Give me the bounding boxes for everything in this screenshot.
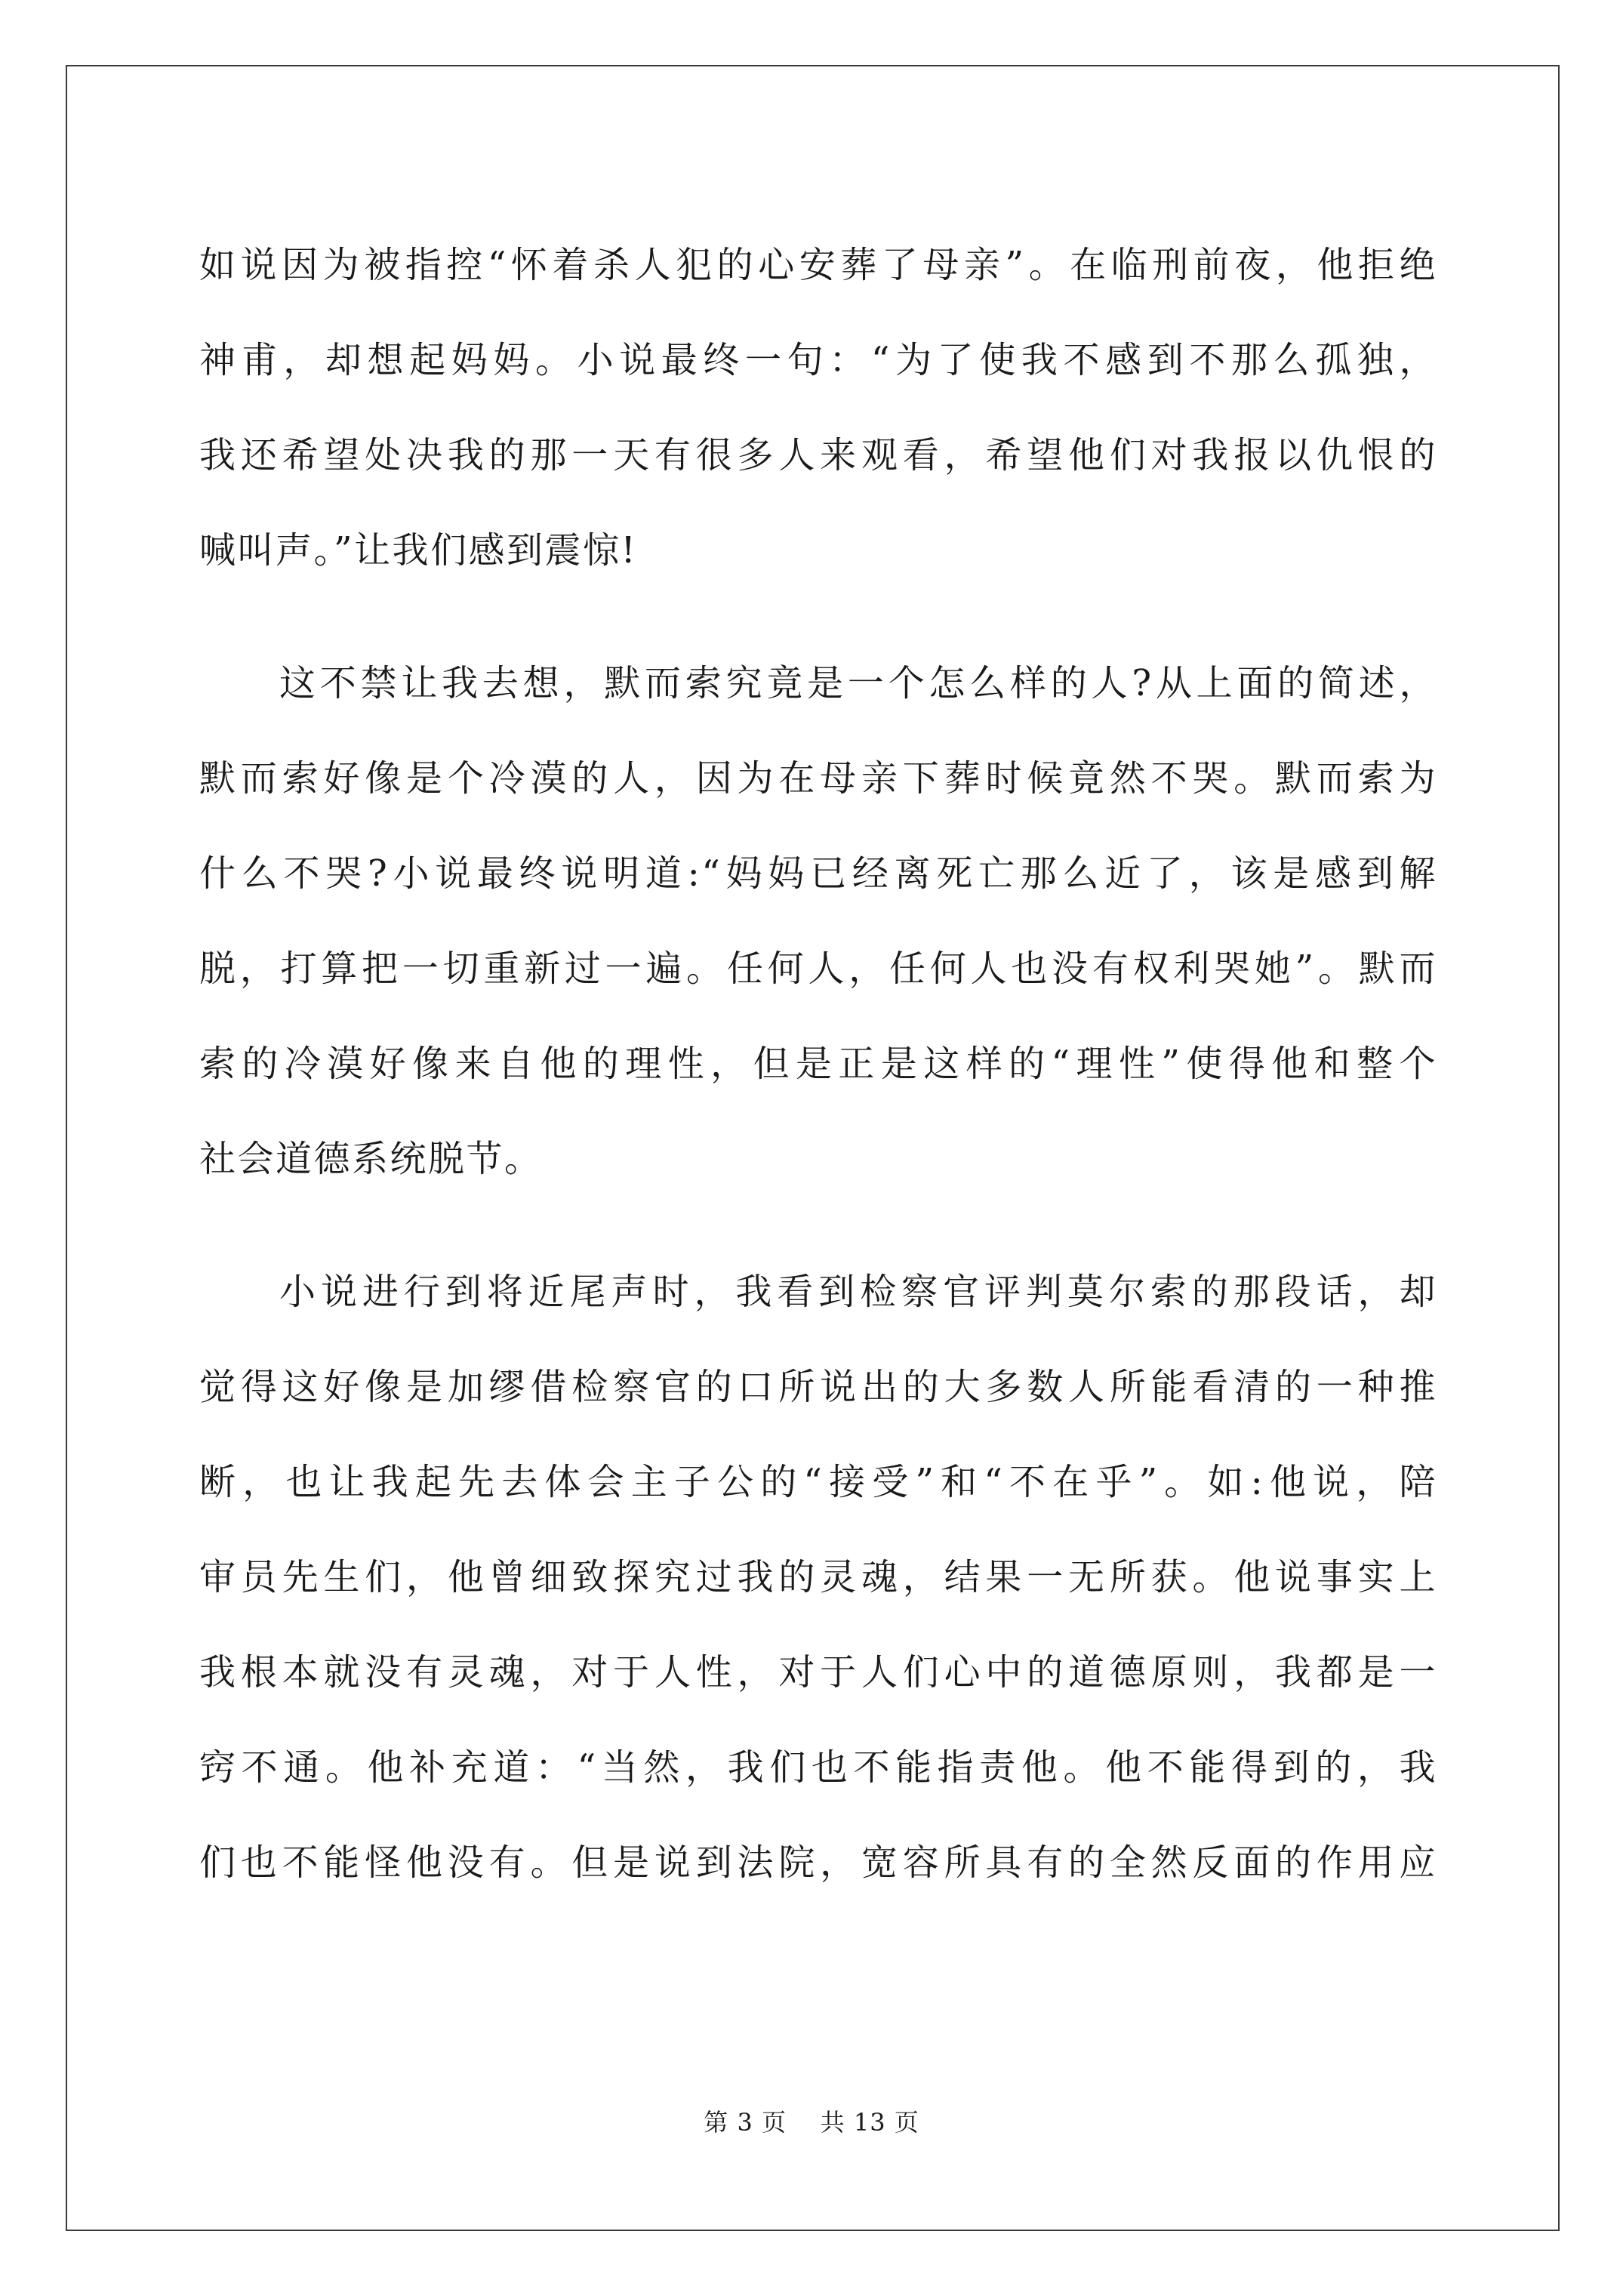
paragraph — [199, 217, 1437, 598]
text-line: 们也不能怪他没有。但是说到法院，宽容所具有的全然反面的作用应 — [199, 1841, 1437, 1884]
paragraph — [199, 1244, 1437, 1910]
text-line: 窍不通。他补充道：“当然，我们也不能指责他。他不能得到的，我 — [199, 1746, 1437, 1789]
text-line: 断，也让我起先去体会主子公的“接受”和“不在乎”。如:他说，陪 — [199, 1461, 1437, 1503]
text-line: 我还希望处决我的那一天有很多人来观看，希望他们对我报以仇恨的 — [199, 434, 1437, 476]
text-line: 喊叫声。”让我们感到震惊! — [199, 529, 638, 572]
text-line: 脱，打算把一切重新过一遍。任何人，任何人也没有权利哭她”。默而 — [199, 948, 1437, 990]
paragraph-spacer — [199, 598, 1437, 636]
paragraph-spacer — [199, 1207, 1437, 1244]
text-line: 这不禁让我去想，默而索究竟是一个怎么样的人?从上面的简述， — [279, 662, 1437, 704]
text-line: 什么不哭?小说最终说明道:“妈妈已经离死亡那么近了，该是感到解 — [199, 852, 1437, 895]
text-line: 默而索好像是个冷漠的人，因为在母亲下葬时候竟然不哭。默而索为 — [199, 757, 1437, 800]
text-line: 我根本就没有灵魂，对于人性，对于人们心中的道德原则，我都是一 — [199, 1651, 1437, 1693]
page-number-footer: 第 3 页 共 13 页 — [704, 2108, 919, 2137]
text-line: 觉得这好像是加缪借检察官的口所说出的大多数人所能看清的一种推 — [199, 1366, 1437, 1408]
text-line: 如说因为被指控“怀着杀人犯的心安葬了母亲”。在临刑前夜，他拒绝 — [199, 244, 1437, 286]
text-line: 小说进行到将近尾声时，我看到检察官评判莫尔索的那段话，却 — [279, 1271, 1437, 1313]
text-line: 索的冷漠好像来自他的理性，但是正是这样的“理性”使得他和整个 — [199, 1043, 1437, 1085]
text-line: 审员先生们，他曾细致探究过我的灵魂，结果一无所获。他说事实上 — [199, 1556, 1437, 1598]
paragraph — [199, 636, 1437, 1207]
text-line: 神甫，却想起妈妈。小说最终一句：“为了使我不感到不那么孤独， — [199, 339, 1437, 381]
document-body — [199, 217, 1437, 1910]
text-line: 社会道德系统脱节。 — [199, 1138, 543, 1180]
